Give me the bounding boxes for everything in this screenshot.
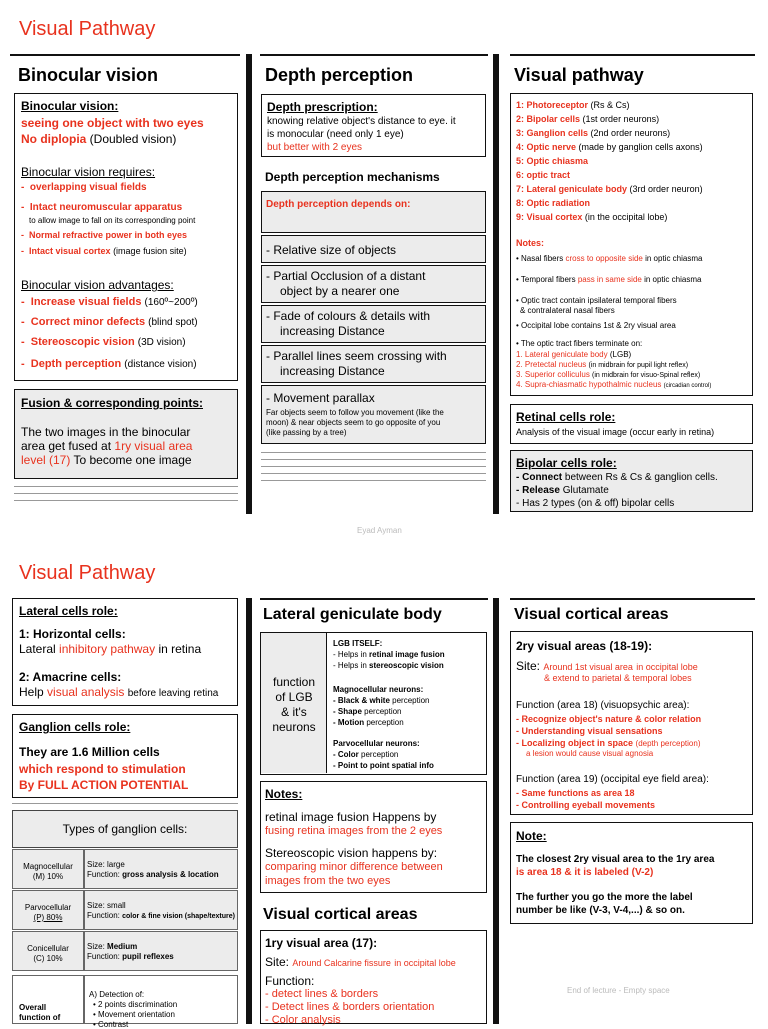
text: a lesion would cause visual agnosia	[526, 749, 654, 758]
type-percent: (M) 10%	[32, 872, 64, 881]
text: - Point to point spatial info	[333, 761, 434, 770]
text: Function:	[265, 974, 315, 988]
text: (Doubled vision)	[89, 132, 177, 146]
ganglion-type-detail-cell	[84, 849, 238, 889]
mechanisms-title: Depth perception mechanisms	[265, 170, 440, 184]
type-name: Conicellular	[27, 944, 69, 953]
text: - Motion	[333, 718, 365, 727]
text: (made by ganglion cells axons)	[578, 142, 703, 152]
text: - Has 2 types (on & off) bipolar cells	[516, 498, 675, 509]
text: - Shape	[333, 707, 362, 716]
mechanism-item	[261, 235, 486, 263]
text: is area 18 & it is labeled (V-2)	[516, 867, 654, 878]
table-title: Types of ganglion cells:	[62, 822, 188, 836]
text: increasing Distance	[280, 324, 385, 338]
function-label: Function:	[87, 911, 120, 920]
text: area get fused at	[21, 439, 112, 453]
retinal-box	[510, 404, 753, 444]
text: in optic chiasma	[644, 275, 702, 284]
text: retinal image fusion	[369, 650, 445, 659]
size-label: Size:	[87, 942, 105, 951]
text: overlapping visual fields	[29, 182, 147, 193]
text: to allow image to fall on its corresponding point	[29, 216, 196, 225]
type-size: large	[107, 860, 125, 869]
text: 1: Photoreceptor	[516, 100, 589, 110]
box-title: Note:	[516, 829, 547, 843]
secondary-area-box	[510, 631, 753, 815]
text: Help	[19, 685, 44, 699]
text: perception	[361, 750, 399, 759]
size-label: Size:	[87, 901, 105, 910]
box-title: Notes:	[265, 787, 303, 801]
text: number be like (V-3, V-4,...) & so on.	[516, 905, 685, 916]
text: (in midbrain for visuo-Spinal reflex)	[592, 372, 701, 379]
text: Depth perception depends on:	[266, 199, 411, 210]
text: Analysis of the visual image (occur early in retina)	[516, 427, 715, 437]
text: The closest 2ry visual area to the 1ry area	[516, 854, 715, 865]
cortical-areas-heading: Visual cortical areas	[514, 606, 669, 623]
types-header	[12, 810, 238, 848]
text: • Nasal fibers	[516, 254, 564, 263]
box-title: 2ry visual areas (18-19):	[516, 639, 653, 653]
lateral-cells-box	[12, 598, 238, 706]
binocular-box: Binocular vision: seeing one object with two eyes No diplopia (Doubled vision) Binocular vision requires: - overlapping visual fields - Intact neuromuscular apparatus to allow image to fall on its corresponding point - Normal refractive power in both eyes - Intact visual cortex (image fusion site) Binocular vision advantages: - Increase visual fields (160º~200º) - Correct minor defects (blind spot) - Stereoscopic vision (3D vision) - Depth perception (distance vision)	[14, 93, 238, 381]
cortical-heading: Visual cortical areas	[263, 906, 418, 923]
box-title: Ganglion cells role:	[19, 720, 131, 734]
divider	[260, 598, 488, 600]
primary-area-box	[260, 930, 487, 1024]
text: Parvocellular neurons:	[333, 739, 420, 748]
pathway-box	[510, 93, 753, 396]
binocular-heading: Binocular vision	[18, 65, 159, 85]
text: neurons	[272, 720, 316, 734]
mechanism-item	[261, 265, 486, 303]
mechanism-item	[261, 305, 486, 343]
depth-heading: Depth perception	[265, 65, 414, 85]
text: before leaving retina	[127, 688, 219, 699]
text: retinal image fusion Happens by	[265, 810, 437, 824]
text: of LGB	[275, 690, 313, 704]
text: & it's	[281, 705, 307, 719]
text: - Color	[333, 750, 359, 759]
text: 2: Bipolar cells	[516, 114, 581, 124]
text: moon) & near objects seem to go opposite of you	[266, 418, 441, 427]
column-separator	[246, 54, 252, 514]
page1-title: Visual Pathway	[19, 18, 156, 40]
box-title: Depth prescription:	[267, 100, 378, 114]
text: (distance vision)	[124, 359, 197, 370]
text: (LGB)	[609, 350, 632, 359]
text: (in midbrain for pupil light reflex)	[588, 362, 689, 369]
text: No diplopia	[21, 132, 87, 146]
divider	[510, 54, 755, 56]
text: is	[267, 129, 275, 140]
text: - Partial Occlusion of a distant	[266, 269, 426, 283]
type-percent: (P) 80%	[33, 913, 63, 922]
box-title: 1ry visual area (17):	[265, 936, 378, 950]
text: Site:	[265, 955, 290, 969]
text: 8: Optic radiation	[516, 198, 591, 208]
text: By FULL ACTION POTENTIAL	[19, 778, 189, 792]
type-function: pupil reflexes	[122, 952, 174, 961]
section-title: Binocular vision requires:	[21, 165, 156, 179]
text: • Occipital lobe contains 1st & 2ry visual area	[516, 321, 676, 330]
text: in retina	[158, 642, 202, 656]
text: Normal refractive power in both eyes	[29, 230, 188, 240]
divider	[10, 54, 240, 56]
text: Around 1st visual area	[543, 662, 633, 672]
type-percent: (C) 10%	[33, 954, 63, 963]
divider	[260, 54, 488, 56]
text: • 2 points discrimination	[93, 1000, 178, 1009]
text: Site:	[516, 659, 541, 673]
text: Increase visual fields	[30, 296, 142, 308]
notes-label: Notes:	[516, 238, 545, 248]
text: function	[272, 675, 316, 689]
ganglion-type-detail-cell	[84, 890, 238, 930]
text: monocular (need only 1 eye)	[277, 129, 404, 140]
ganglion-type-name-cell	[12, 890, 84, 930]
text: increasing Distance	[280, 364, 385, 378]
text: The further you go the more the label	[516, 892, 693, 903]
text: visual analysis	[47, 685, 125, 699]
type-function: color & fine vision (shape/texture)	[122, 913, 235, 920]
text: knowing relative object's distance to eye. it	[267, 116, 456, 127]
text: images from the two eyes	[265, 875, 391, 887]
page2-title: Visual Pathway	[19, 562, 156, 584]
blank-lines	[12, 803, 238, 804]
type-name: Parvocellular	[24, 903, 72, 912]
text: but better with 2 eyes	[267, 142, 363, 153]
text: Glutamate	[562, 485, 609, 496]
text: seeing one object with two eyes	[21, 116, 204, 130]
text: 2. Pretectal nucleus	[516, 360, 587, 369]
text: • Optic tract contain ipsilateral temporal fibers	[516, 296, 677, 305]
text: 3. Superior colliculus	[516, 370, 590, 379]
ganglion-role-box	[12, 714, 238, 798]
text: (blind spot)	[148, 317, 198, 328]
text: (like passing by a tree)	[266, 428, 347, 437]
text: - Localizing object in space	[516, 738, 634, 748]
lgb-heading: Lateral geniculate body	[263, 606, 442, 623]
text: 4: Optic nerve	[516, 142, 577, 152]
text: • Movement orientation	[93, 1010, 175, 1019]
text: - Helps in	[333, 661, 367, 670]
text: which respond to stimulation	[19, 762, 186, 776]
text: - Black & white	[333, 696, 390, 705]
type-function: gross analysis & location	[122, 870, 219, 879]
visual-pathway-heading: Visual pathway	[514, 65, 644, 85]
text: & extend to parietal & temporal lobes	[544, 673, 692, 683]
text: - Connect	[516, 472, 563, 483]
text: (160º~200º)	[144, 297, 198, 308]
text: 6: optic tract	[516, 170, 571, 180]
box-title: Retinal cells role:	[516, 410, 616, 424]
text: - Color analysis	[265, 1014, 341, 1026]
text: pass in same side	[577, 275, 642, 284]
text: - Fade of colours & details with	[266, 309, 431, 323]
text: 9: Visual cortex	[516, 212, 583, 222]
text: Overall	[19, 1003, 47, 1012]
text: perception	[364, 707, 402, 716]
text: The two images in the binocular	[21, 425, 191, 439]
text: comparing minor difference between	[265, 861, 443, 873]
text: in occipital lobe	[394, 958, 456, 968]
bipolar-box	[510, 450, 753, 512]
text: & contralateral nasal fibers	[520, 306, 615, 315]
text: (3D vision)	[137, 337, 186, 348]
type-size: Medium	[107, 942, 138, 951]
text: - Helps in	[333, 650, 367, 659]
text: LGB ITSELF:	[333, 639, 383, 648]
blank-lines	[261, 452, 486, 487]
column-separator	[493, 598, 499, 1024]
text: • Contrast	[93, 1020, 129, 1029]
text: inhibitory pathway	[59, 642, 156, 656]
text: perception	[366, 718, 404, 727]
note-box	[510, 822, 753, 924]
text: Function (area 19) (occipital eye field area):	[516, 774, 709, 785]
overall-detail-cell	[84, 975, 238, 1029]
depth-box	[261, 94, 486, 157]
box-title: Fusion & corresponding points:	[21, 396, 203, 410]
text: - Controlling eyeball movements	[516, 800, 656, 810]
text: 1: Horizontal cells:	[19, 627, 126, 641]
type-size: small	[107, 901, 126, 910]
text: (Rs & Cs)	[590, 100, 630, 110]
section-title: Binocular vision advantages:	[21, 278, 174, 292]
text: To become one image	[73, 453, 192, 467]
text: Function (area 18) (visuopsychic area):	[516, 700, 690, 711]
text: in optic chiasma	[645, 254, 703, 263]
box-title: Binocular vision:	[21, 99, 119, 113]
text: - Understanding visual sensations	[516, 726, 663, 736]
text: Lateral	[19, 642, 56, 656]
function-label: Function:	[87, 870, 120, 879]
size-label: Size:	[87, 860, 105, 869]
mechanism-item	[261, 385, 486, 444]
mechanism-item	[261, 345, 486, 383]
text: (2nd order neurons)	[590, 128, 671, 138]
text: • The optic tract fibers terminate on:	[516, 339, 643, 348]
text: - Recognize object's nature & color relation	[516, 714, 702, 724]
text: 7: Lateral geniculate body	[516, 184, 628, 194]
lgb-label-cell	[261, 633, 327, 773]
text: (circadian control)	[663, 383, 712, 389]
blank-lines	[14, 486, 238, 507]
text: - Same functions as area 18	[516, 788, 635, 798]
text: Far objects seem to follow you movement (like the	[266, 408, 444, 417]
text: 5: Optic chiasma	[516, 156, 589, 166]
text: 1. Lateral geniculate body	[516, 350, 608, 359]
text: (in the occipital lobe)	[584, 212, 668, 222]
text: (3rd order neuron)	[629, 184, 703, 194]
text: - Relative size of objects	[266, 243, 397, 257]
text: perception	[392, 696, 430, 705]
text: stereoscopic vision	[369, 661, 444, 670]
column-separator	[493, 54, 499, 514]
text: function of	[19, 1013, 61, 1022]
text: - Parallel lines seem crossing with	[266, 349, 447, 363]
text: (1st order neurons)	[582, 114, 660, 124]
lgb-notes-box	[260, 781, 487, 893]
text: 3: Ganglion cells	[516, 128, 589, 138]
type-name: Magnocellular	[23, 862, 73, 871]
text: Around Calcarine fissure	[292, 958, 391, 968]
text: 1ry visual area	[114, 439, 193, 453]
text: Intact visual cortex	[29, 246, 111, 256]
text: Correct minor defects	[30, 316, 146, 328]
text: A) Detection of:	[89, 990, 145, 999]
text: Stereoscopic vision happens by:	[265, 846, 438, 860]
ganglion-type-name-cell	[12, 931, 84, 971]
text: 2: Amacrine cells:	[19, 670, 122, 684]
ganglion-type-name-cell	[12, 849, 84, 889]
box-title: Lateral cells role:	[19, 604, 118, 618]
text: They are 1.6 Million cells	[19, 745, 160, 759]
lgb-box	[260, 632, 487, 775]
text: Magnocellular neurons:	[333, 685, 424, 694]
overall-label-cell	[12, 975, 84, 1024]
ganglion-type-detail-cell	[84, 931, 238, 971]
function-label: Function:	[87, 952, 120, 961]
end-note: End of lecture - Empty space	[567, 986, 670, 995]
text: cross to opposite side	[565, 254, 643, 263]
text: in occipital lobe	[636, 662, 698, 672]
text: - detect lines & borders	[265, 988, 379, 1000]
text: - Release	[516, 485, 560, 496]
text: Intact neuromuscular apparatus	[29, 202, 183, 213]
column-separator	[246, 598, 252, 1024]
text: (image fusion site)	[113, 246, 187, 256]
watermark: Eyad Ayman	[357, 526, 402, 535]
text: - Detect lines & borders orientation	[265, 1001, 435, 1013]
text: Stereoscopic vision	[30, 336, 135, 348]
divider	[510, 598, 755, 600]
text: - Movement parallax	[266, 391, 375, 405]
text: Depth perception	[30, 358, 122, 370]
text: between Rs & Cs & ganglion cells.	[564, 472, 718, 483]
fusion-box	[14, 389, 238, 479]
text: object by a nearer one	[280, 284, 400, 298]
text: • Temporal fibers	[516, 275, 576, 284]
text: 4. Supra-chiasmatic hypothalmic nucleus	[516, 380, 662, 389]
text: level (17)	[21, 453, 71, 467]
text: (depth perception)	[635, 739, 701, 748]
text: fusing retina images from the 2 eyes	[265, 825, 443, 837]
depends-box	[261, 191, 486, 233]
box-title: Bipolar cells role:	[516, 456, 617, 470]
